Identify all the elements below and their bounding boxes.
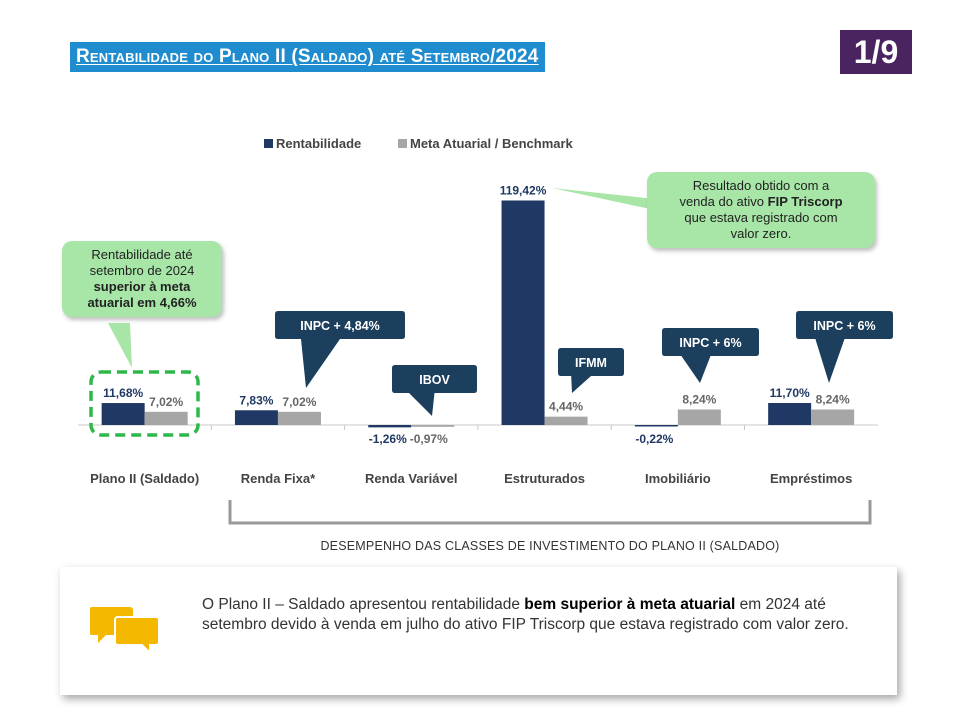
bar-0-4 xyxy=(635,425,678,427)
x-tick-label-0: Plano II (Saldado) xyxy=(90,471,200,486)
callout-right-pre2: venda do ativo xyxy=(679,194,768,209)
summary-text xyxy=(202,595,862,635)
callout-right-line3: que estava registrado com xyxy=(684,210,838,225)
x-tick-label-3: Estruturados xyxy=(504,471,586,486)
x-tick-label-2: Renda Variável xyxy=(365,471,458,486)
data-label-1-5: 8,24% xyxy=(815,392,850,407)
bar-1-3 xyxy=(545,417,588,425)
bar-0-3 xyxy=(502,200,545,425)
section-bracket xyxy=(230,500,870,523)
benchmark-renda-fixa-label: INPC + 4,84% xyxy=(300,319,380,333)
summary-bold: bem superior à meta atuarial xyxy=(524,596,736,613)
data-label-0-0: 11,68% xyxy=(103,386,144,401)
bar-1-2 xyxy=(411,425,454,427)
callout-right-bold2: FIP Triscorp xyxy=(767,194,843,209)
legend-label-0: Rentabilidade xyxy=(276,136,362,151)
section-label: DESEMPENHO DAS CLASSES DE INVESTIMENTO DO PLANO II (SALDADO) xyxy=(320,539,780,553)
data-label-1-1: 7,02% xyxy=(282,394,317,409)
data-label-0-3: 119,42% xyxy=(499,183,547,198)
bar-0-1 xyxy=(235,410,278,425)
data-label-1-4: 8,24% xyxy=(682,392,717,407)
callout-left-line1: Rentabilidade até xyxy=(91,247,193,262)
benchmark-estruturados-label: IFMM xyxy=(575,356,607,370)
bar-0-2 xyxy=(368,425,411,427)
data-label-1-3: 4,44% xyxy=(549,399,584,414)
legend-swatch-1 xyxy=(398,139,407,148)
x-tick-label-5: Empréstimos xyxy=(769,471,853,486)
data-label-1-0: 7,02% xyxy=(149,394,184,409)
data-label-0-2: -1,26% xyxy=(368,432,407,446)
data-label-1-2: -0,97% xyxy=(409,432,448,446)
data-label-0-5: 11,70% xyxy=(769,386,810,401)
callout-left-line2: setembro de 2024 xyxy=(89,263,195,278)
legend-label-1: Meta Atuarial / Benchmark xyxy=(410,136,573,151)
speech-bubbles-icon xyxy=(90,605,162,657)
bar-1-5 xyxy=(811,410,854,425)
callout-plan-summary xyxy=(62,241,222,317)
legend-swatch-0 xyxy=(264,139,273,148)
callout-right-line1: Resultado obtido com a xyxy=(692,178,830,193)
bar-1-4 xyxy=(678,410,721,425)
benchmark-renda-variavel-label: IBOV xyxy=(419,373,450,387)
callout-fip-triscorp xyxy=(647,172,875,248)
summary-pre: O Plano II – Saldado apresentou rentabilidade xyxy=(202,596,525,613)
data-label-0-1: 7,83% xyxy=(239,393,274,408)
callout-left-bold1: superior à meta xyxy=(93,279,191,294)
benchmark-imobiliario-label: INPC + 6% xyxy=(679,336,742,350)
bar-1-0 xyxy=(145,412,188,425)
page-number-badge: 1/9 xyxy=(840,30,912,74)
bar-1-1 xyxy=(278,412,321,425)
data-label-0-4: -0,22% xyxy=(635,432,674,446)
x-tick-label-1: Renda Fixa* xyxy=(240,471,316,486)
x-tick-label-4: Imobiliário xyxy=(644,471,711,486)
callout-left-bold2: atuarial em 4,66% xyxy=(87,295,197,310)
callout-left-pointer xyxy=(108,323,132,368)
benchmark-estruturados-box xyxy=(558,348,624,393)
bar-0-0 xyxy=(102,403,145,425)
page-title: Rentabilidade do Plano II (Saldado) até Setembro/2024 xyxy=(76,46,539,67)
callout-right-line4: valor zero. xyxy=(730,226,792,241)
summary-post: em 2024 até setembro devido à venda em julho do ativo FIP Triscorp que estava registrado com valor zero. xyxy=(202,596,849,633)
benchmark-emprestimos-label: INPC + 6% xyxy=(813,319,876,333)
bar-0-5 xyxy=(768,403,811,425)
